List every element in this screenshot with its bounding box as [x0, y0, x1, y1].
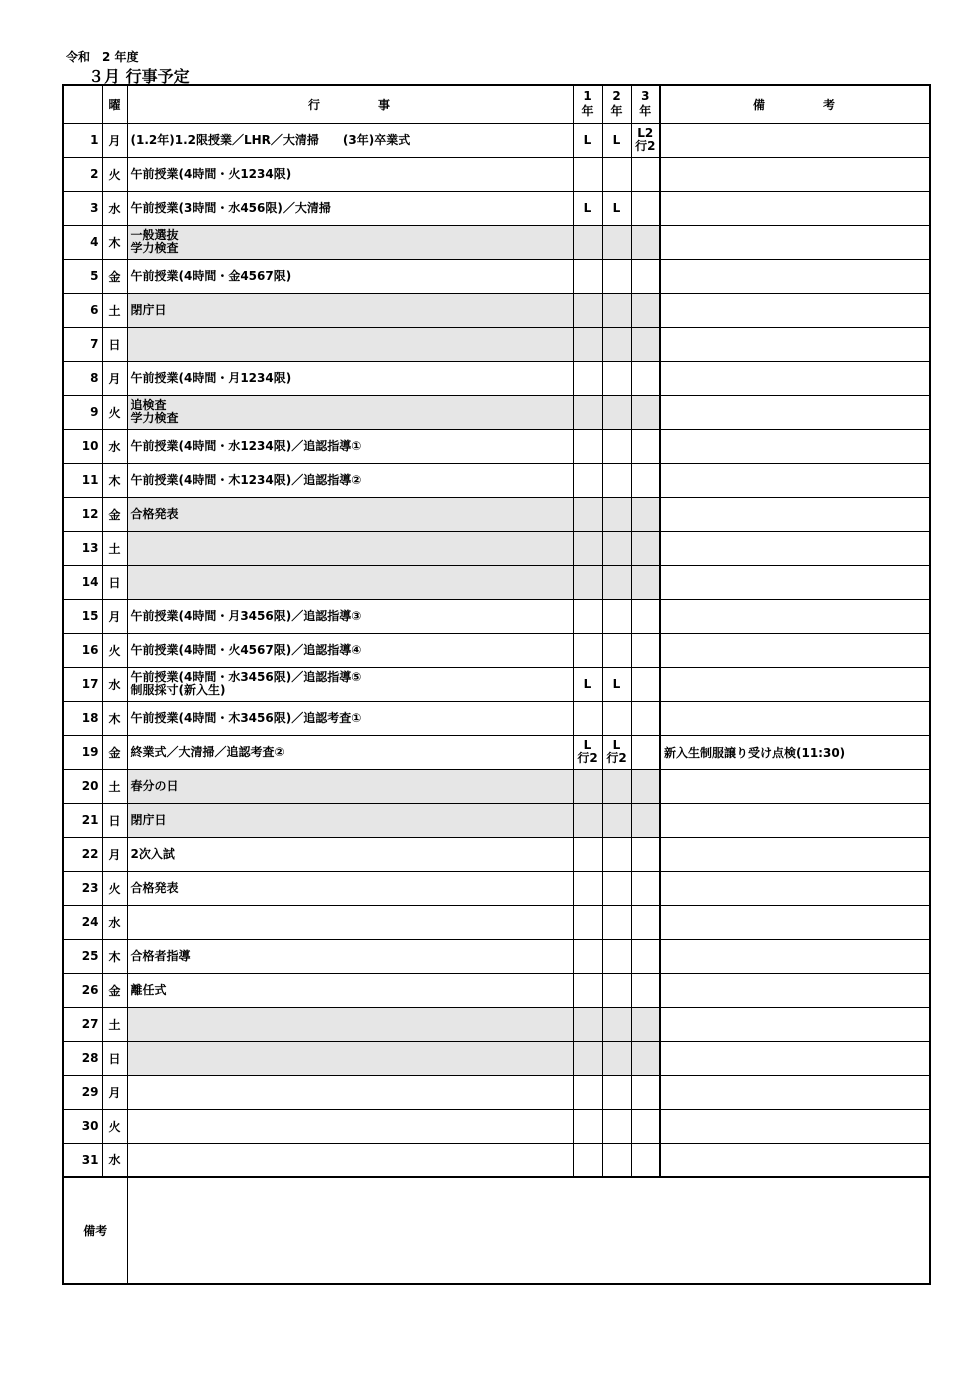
day-cell: 28 [63, 1041, 102, 1075]
notes-row [63, 1177, 930, 1284]
event-cell: 午前授業(4時間・金4567限) [127, 259, 573, 293]
weekday-cell: 水 [102, 905, 127, 939]
remarks-cell [660, 701, 930, 735]
year2-cell [602, 871, 631, 905]
year3-cell [631, 735, 660, 769]
table-row [63, 735, 930, 769]
event-cell: 午前授業(4時間・木1234限)／追認指導② [127, 463, 573, 497]
table-row [63, 973, 930, 1007]
year1-cell [573, 327, 602, 361]
day-cell: 27 [63, 1007, 102, 1041]
event-cell: 2次入試 [127, 837, 573, 871]
year3-cell [631, 225, 660, 259]
day-cell: 21 [63, 803, 102, 837]
table-row [63, 667, 930, 701]
year1-cell [573, 633, 602, 667]
year3-cell [631, 803, 660, 837]
day-cell: 30 [63, 1109, 102, 1143]
year1-cell [573, 1075, 602, 1109]
year2-cell [602, 905, 631, 939]
year1-cell [573, 769, 602, 803]
event-cell: 閉庁日 [127, 293, 573, 327]
year3-cell [631, 497, 660, 531]
year3-cell [631, 905, 660, 939]
weekday-cell: 土 [102, 531, 127, 565]
weekday-cell: 金 [102, 735, 127, 769]
table-row [63, 463, 930, 497]
year1-cell [573, 701, 602, 735]
weekday-cell: 水 [102, 429, 127, 463]
remarks-cell [660, 395, 930, 429]
year2-cell [602, 599, 631, 633]
weekday-cell: 水 [102, 191, 127, 225]
year3-cell [631, 565, 660, 599]
day-cell: 23 [63, 871, 102, 905]
year1-cell [573, 1109, 602, 1143]
event-cell: 合格者指導 [127, 939, 573, 973]
year2-cell [602, 1143, 631, 1177]
day-cell: 6 [63, 293, 102, 327]
event-cell [127, 531, 573, 565]
year1-cell [573, 939, 602, 973]
remarks-cell [660, 1109, 930, 1143]
event-cell: 午前授業(4時間・火1234限) [127, 157, 573, 191]
remarks-cell [660, 565, 930, 599]
month-title: ３月 行事予定 [88, 67, 190, 86]
year3-cell [631, 395, 660, 429]
day-cell: 24 [63, 905, 102, 939]
remarks-cell [660, 837, 930, 871]
table-row [63, 1075, 930, 1109]
remarks-cell [660, 905, 930, 939]
event-cell: 午前授業(4時間・水3456限)／追認指導⑤ 制服採寸(新入生) [127, 667, 573, 701]
event-cell [127, 1109, 573, 1143]
year3-cell [631, 463, 660, 497]
remarks-cell [660, 769, 930, 803]
day-cell: 25 [63, 939, 102, 973]
remarks-cell [660, 497, 930, 531]
year2-cell [602, 1075, 631, 1109]
day-cell: 13 [63, 531, 102, 565]
event-cell: 午前授業(4時間・木3456限)／追認考査① [127, 701, 573, 735]
year2-cell [602, 939, 631, 973]
remarks-cell [660, 157, 930, 191]
year3-cell [631, 361, 660, 395]
weekday-cell: 水 [102, 667, 127, 701]
year2-cell [602, 463, 631, 497]
year1-cell [573, 973, 602, 1007]
day-cell: 8 [63, 361, 102, 395]
year2-cell [602, 701, 631, 735]
year1-cell [573, 259, 602, 293]
header-year-1: 1 年 [573, 85, 602, 123]
year1-cell [573, 497, 602, 531]
notes-area [127, 1177, 930, 1284]
year2-cell: L [602, 123, 631, 157]
event-cell: 午前授業(3時間・水456限)／大清掃 [127, 191, 573, 225]
year2-cell [602, 565, 631, 599]
year3-cell [631, 939, 660, 973]
year1-cell [573, 225, 602, 259]
remarks-cell [660, 361, 930, 395]
weekday-cell: 月 [102, 1075, 127, 1109]
event-cell: 終業式／大清掃／追認考査② [127, 735, 573, 769]
table-row [63, 871, 930, 905]
table-row [63, 531, 930, 565]
year1-cell [573, 157, 602, 191]
table-row [63, 123, 930, 157]
remarks-cell [660, 463, 930, 497]
table-row [63, 1109, 930, 1143]
header-year-2: 2 年 [602, 85, 631, 123]
year1-cell [573, 871, 602, 905]
remarks-cell [660, 1075, 930, 1109]
year1-cell [573, 905, 602, 939]
table-row [63, 1041, 930, 1075]
year3-cell [631, 871, 660, 905]
year3-cell [631, 667, 660, 701]
weekday-cell: 金 [102, 973, 127, 1007]
year1-cell [573, 531, 602, 565]
weekday-cell: 月 [102, 837, 127, 871]
weekday-cell: 水 [102, 1143, 127, 1177]
remarks-cell [660, 1041, 930, 1075]
remarks-cell [660, 1007, 930, 1041]
table-row [63, 1143, 930, 1177]
day-cell: 22 [63, 837, 102, 871]
year3-cell [631, 1109, 660, 1143]
event-cell [127, 1075, 573, 1109]
table-row [63, 259, 930, 293]
weekday-cell: 月 [102, 361, 127, 395]
year2-cell [602, 973, 631, 1007]
day-cell: 16 [63, 633, 102, 667]
event-cell: 追検査 学力検査 [127, 395, 573, 429]
remarks-cell [660, 123, 930, 157]
remarks-cell [660, 531, 930, 565]
table-row [63, 803, 930, 837]
weekday-cell: 木 [102, 701, 127, 735]
remarks-cell [660, 871, 930, 905]
table-row [63, 1007, 930, 1041]
year2-cell: L [602, 667, 631, 701]
year3-cell [631, 837, 660, 871]
year2-cell [602, 293, 631, 327]
weekday-cell: 日 [102, 565, 127, 599]
year3-cell [631, 327, 660, 361]
weekday-cell: 木 [102, 225, 127, 259]
day-cell: 14 [63, 565, 102, 599]
year2-cell [602, 225, 631, 259]
day-cell: 2 [63, 157, 102, 191]
weekday-cell: 金 [102, 259, 127, 293]
year1-cell [573, 837, 602, 871]
table-header-row [63, 85, 930, 123]
event-cell [127, 905, 573, 939]
weekday-cell: 月 [102, 123, 127, 157]
event-cell: 午前授業(4時間・月3456限)／追認指導③ [127, 599, 573, 633]
event-cell [127, 1041, 573, 1075]
year1-cell [573, 463, 602, 497]
event-cell: 合格発表 [127, 871, 573, 905]
remarks-cell [660, 1143, 930, 1177]
day-cell: 12 [63, 497, 102, 531]
day-cell: 4 [63, 225, 102, 259]
year2-cell [602, 633, 631, 667]
year1-cell: L [573, 123, 602, 157]
table-row [63, 361, 930, 395]
day-cell: 5 [63, 259, 102, 293]
event-cell: 午前授業(4時間・水1234限)／追認指導① [127, 429, 573, 463]
remarks-cell [660, 429, 930, 463]
weekday-cell: 月 [102, 599, 127, 633]
event-cell [127, 1007, 573, 1041]
remarks-cell [660, 259, 930, 293]
remarks-cell: 新入生制服譲り受け点検(11:30) [660, 735, 930, 769]
event-cell: 閉庁日 [127, 803, 573, 837]
day-cell: 29 [63, 1075, 102, 1109]
table-row [63, 497, 930, 531]
day-cell: 31 [63, 1143, 102, 1177]
header-events: 行 事 [127, 85, 573, 123]
table-row [63, 837, 930, 871]
year3-cell [631, 1143, 660, 1177]
day-cell: 18 [63, 701, 102, 735]
day-cell: 15 [63, 599, 102, 633]
remarks-cell [660, 633, 930, 667]
weekday-cell: 火 [102, 871, 127, 905]
year1-cell [573, 1007, 602, 1041]
event-cell: 一般選抜 学力検査 [127, 225, 573, 259]
table-row [63, 327, 930, 361]
event-cell: (1.2年)1.2限授業／LHR／大清掃 (3年)卒業式 [127, 123, 573, 157]
year1-cell [573, 803, 602, 837]
weekday-cell: 日 [102, 1041, 127, 1075]
event-cell: 春分の日 [127, 769, 573, 803]
weekday-cell: 火 [102, 633, 127, 667]
day-cell: 10 [63, 429, 102, 463]
year1-cell [573, 565, 602, 599]
year3-cell [631, 769, 660, 803]
year2-cell [602, 1109, 631, 1143]
event-cell: 午前授業(4時間・月1234限) [127, 361, 573, 395]
weekday-cell: 火 [102, 157, 127, 191]
year1-cell [573, 293, 602, 327]
year1-cell [573, 361, 602, 395]
table-row [63, 293, 930, 327]
header-year-3: 3 年 [631, 85, 660, 123]
table-row [63, 225, 930, 259]
year3-cell [631, 633, 660, 667]
year2-cell [602, 1007, 631, 1041]
weekday-cell: 木 [102, 939, 127, 973]
year3-cell [631, 973, 660, 1007]
year2-cell [602, 327, 631, 361]
day-cell: 9 [63, 395, 102, 429]
year2-cell: L 行2 [602, 735, 631, 769]
year2-cell [602, 259, 631, 293]
year1-cell [573, 1143, 602, 1177]
year3-cell [631, 293, 660, 327]
year1-cell: L [573, 667, 602, 701]
day-cell: 19 [63, 735, 102, 769]
year2-cell [602, 429, 631, 463]
notes-label: 備考 [63, 1177, 127, 1284]
event-cell: 合格発表 [127, 497, 573, 531]
remarks-cell [660, 327, 930, 361]
remarks-cell [660, 293, 930, 327]
day-cell: 11 [63, 463, 102, 497]
year3-cell [631, 429, 660, 463]
table-row [63, 633, 930, 667]
day-cell: 17 [63, 667, 102, 701]
year2-cell [602, 361, 631, 395]
table-row [63, 429, 930, 463]
year3-cell [631, 191, 660, 225]
schedule-table [62, 84, 931, 1285]
table-row [63, 395, 930, 429]
header-weekday: 曜 [102, 85, 127, 123]
year3-cell [631, 157, 660, 191]
year1-cell [573, 1041, 602, 1075]
header-remarks: 備 考 [660, 85, 930, 123]
table-row [63, 769, 930, 803]
weekday-cell: 木 [102, 463, 127, 497]
table-row [63, 905, 930, 939]
remarks-cell [660, 225, 930, 259]
day-cell: 26 [63, 973, 102, 1007]
year2-cell [602, 497, 631, 531]
weekday-cell: 土 [102, 293, 127, 327]
remarks-cell [660, 191, 930, 225]
event-cell: 午前授業(4時間・火4567限)／追認指導④ [127, 633, 573, 667]
weekday-cell: 火 [102, 395, 127, 429]
table-row [63, 191, 930, 225]
remarks-cell [660, 599, 930, 633]
header-day [63, 85, 102, 123]
year3-cell [631, 1007, 660, 1041]
event-cell: 離任式 [127, 973, 573, 1007]
year2-cell [602, 395, 631, 429]
weekday-cell: 土 [102, 1007, 127, 1041]
weekday-cell: 日 [102, 803, 127, 837]
year3-cell: L2 行2 [631, 123, 660, 157]
year2-cell [602, 531, 631, 565]
year2-cell [602, 157, 631, 191]
weekday-cell: 日 [102, 327, 127, 361]
fiscal-year-label: 令和 2 年度 [66, 50, 139, 64]
table-row [63, 701, 930, 735]
year2-cell: L [602, 191, 631, 225]
year3-cell [631, 599, 660, 633]
table-row [63, 599, 930, 633]
day-cell: 20 [63, 769, 102, 803]
year2-cell [602, 803, 631, 837]
year2-cell [602, 1041, 631, 1075]
year3-cell [631, 259, 660, 293]
remarks-cell [660, 667, 930, 701]
table-row [63, 157, 930, 191]
remarks-cell [660, 973, 930, 1007]
weekday-cell: 火 [102, 1109, 127, 1143]
year1-cell: L [573, 191, 602, 225]
event-cell [127, 565, 573, 599]
weekday-cell: 金 [102, 497, 127, 531]
table-row [63, 565, 930, 599]
year3-cell [631, 531, 660, 565]
year2-cell [602, 769, 631, 803]
day-cell: 1 [63, 123, 102, 157]
weekday-cell: 土 [102, 769, 127, 803]
year2-cell [602, 837, 631, 871]
year3-cell [631, 1041, 660, 1075]
remarks-cell [660, 939, 930, 973]
year1-cell [573, 429, 602, 463]
year1-cell [573, 599, 602, 633]
year1-cell: L 行2 [573, 735, 602, 769]
day-cell: 3 [63, 191, 102, 225]
year3-cell [631, 1075, 660, 1109]
year3-cell [631, 701, 660, 735]
remarks-cell [660, 803, 930, 837]
event-cell [127, 1143, 573, 1177]
event-cell [127, 327, 573, 361]
table-row [63, 939, 930, 973]
day-cell: 7 [63, 327, 102, 361]
year1-cell [573, 395, 602, 429]
